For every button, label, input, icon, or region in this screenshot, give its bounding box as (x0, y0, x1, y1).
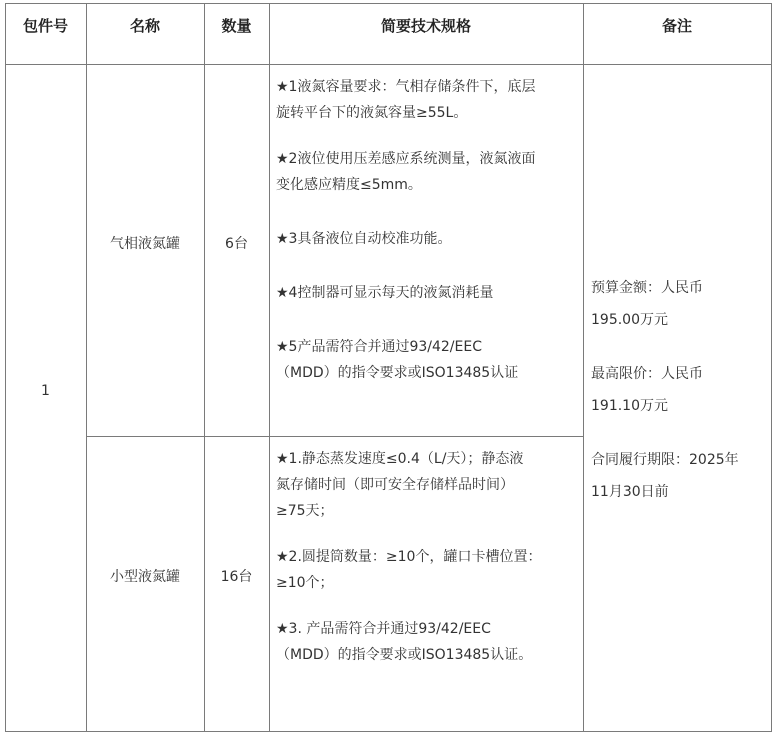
remarks (591, 272, 771, 508)
spec-gap (276, 596, 580, 616)
row2-name: 小型液氮罐 (110, 569, 180, 585)
spec-line: ★3具备液位自动校准功能。 (276, 231, 452, 247)
spec-line: 旋转平台下的液氮容量≥55L。 (276, 105, 468, 121)
spec-line: ★3. 产品需符合并通过93/42/EEC (276, 621, 491, 637)
spec-gap (276, 524, 580, 544)
spec-line: ≥10个； (276, 575, 334, 591)
row1-name: 气相液氮罐 (110, 236, 180, 252)
spec-gap (276, 306, 580, 334)
spec-line: ★4控制器可显示每天的液氮消耗量 (276, 285, 494, 301)
remark-line: 191.10万元 (591, 398, 668, 414)
remark-line: 195.00万元 (591, 312, 668, 328)
header-divider (5, 64, 772, 65)
spec-line: 变化感应精度≤5mm。 (276, 177, 422, 193)
spec-line: （MDD）的指令要求或ISO13485认证 (276, 365, 519, 381)
table-border-right (771, 3, 772, 732)
spec-line: ≥75天； (276, 503, 334, 519)
spec-line: ★1.静态蒸发速度≤0.4（L/天）；静态液 (276, 451, 524, 467)
header-name: 名称 (129, 17, 160, 35)
spec-line: （MDD）的指令要求或ISO13485认证。 (276, 647, 533, 663)
table-border-bottom (5, 731, 772, 732)
package-number: 1 (41, 383, 50, 399)
header-package-no: 包件号 (22, 17, 68, 35)
header-quantity: 数量 (221, 17, 252, 35)
remark-line: 11月30日前 (591, 484, 669, 500)
header-remarks: 备注 (661, 17, 692, 35)
col-divider-3 (269, 3, 270, 732)
col-divider-4 (583, 3, 584, 732)
remark-gap (591, 336, 771, 358)
row2-quantity: 16台 (220, 569, 253, 585)
spec-line: ★5产品需符合并通过93/42/EEC (276, 339, 482, 355)
spec-line: 氮存储时间（即可安全存储样品时间） (276, 477, 514, 493)
header-specs: 简要技术规格 (380, 17, 471, 35)
remark-line: 最高限价：人民币 (591, 366, 703, 382)
remark-gap (591, 422, 771, 444)
spec-line: ★2液位使用压差感应系统测量，液氮液面 (276, 151, 536, 167)
remark-line: 预算金额：人民币 (591, 280, 703, 296)
spec-gap (276, 198, 580, 226)
col-divider-2 (204, 3, 205, 732)
spec-gap (276, 126, 580, 146)
spec-line: ★2.圆提筒数量：≥10个，罐口卡槽位置： (276, 549, 542, 565)
row-divider (86, 436, 583, 437)
row1-specs (276, 74, 580, 386)
table-border-top (5, 3, 772, 4)
row2-specs (276, 446, 580, 668)
col-divider-1 (86, 3, 87, 732)
spec-gap (276, 252, 580, 280)
table-border-left (5, 3, 6, 732)
remark-line: 合同履行期限：2025年 (591, 452, 739, 468)
row1-quantity: 6台 (225, 236, 248, 252)
spec-line: ★1液氮容量要求：气相存储条件下，底层 (276, 79, 536, 95)
